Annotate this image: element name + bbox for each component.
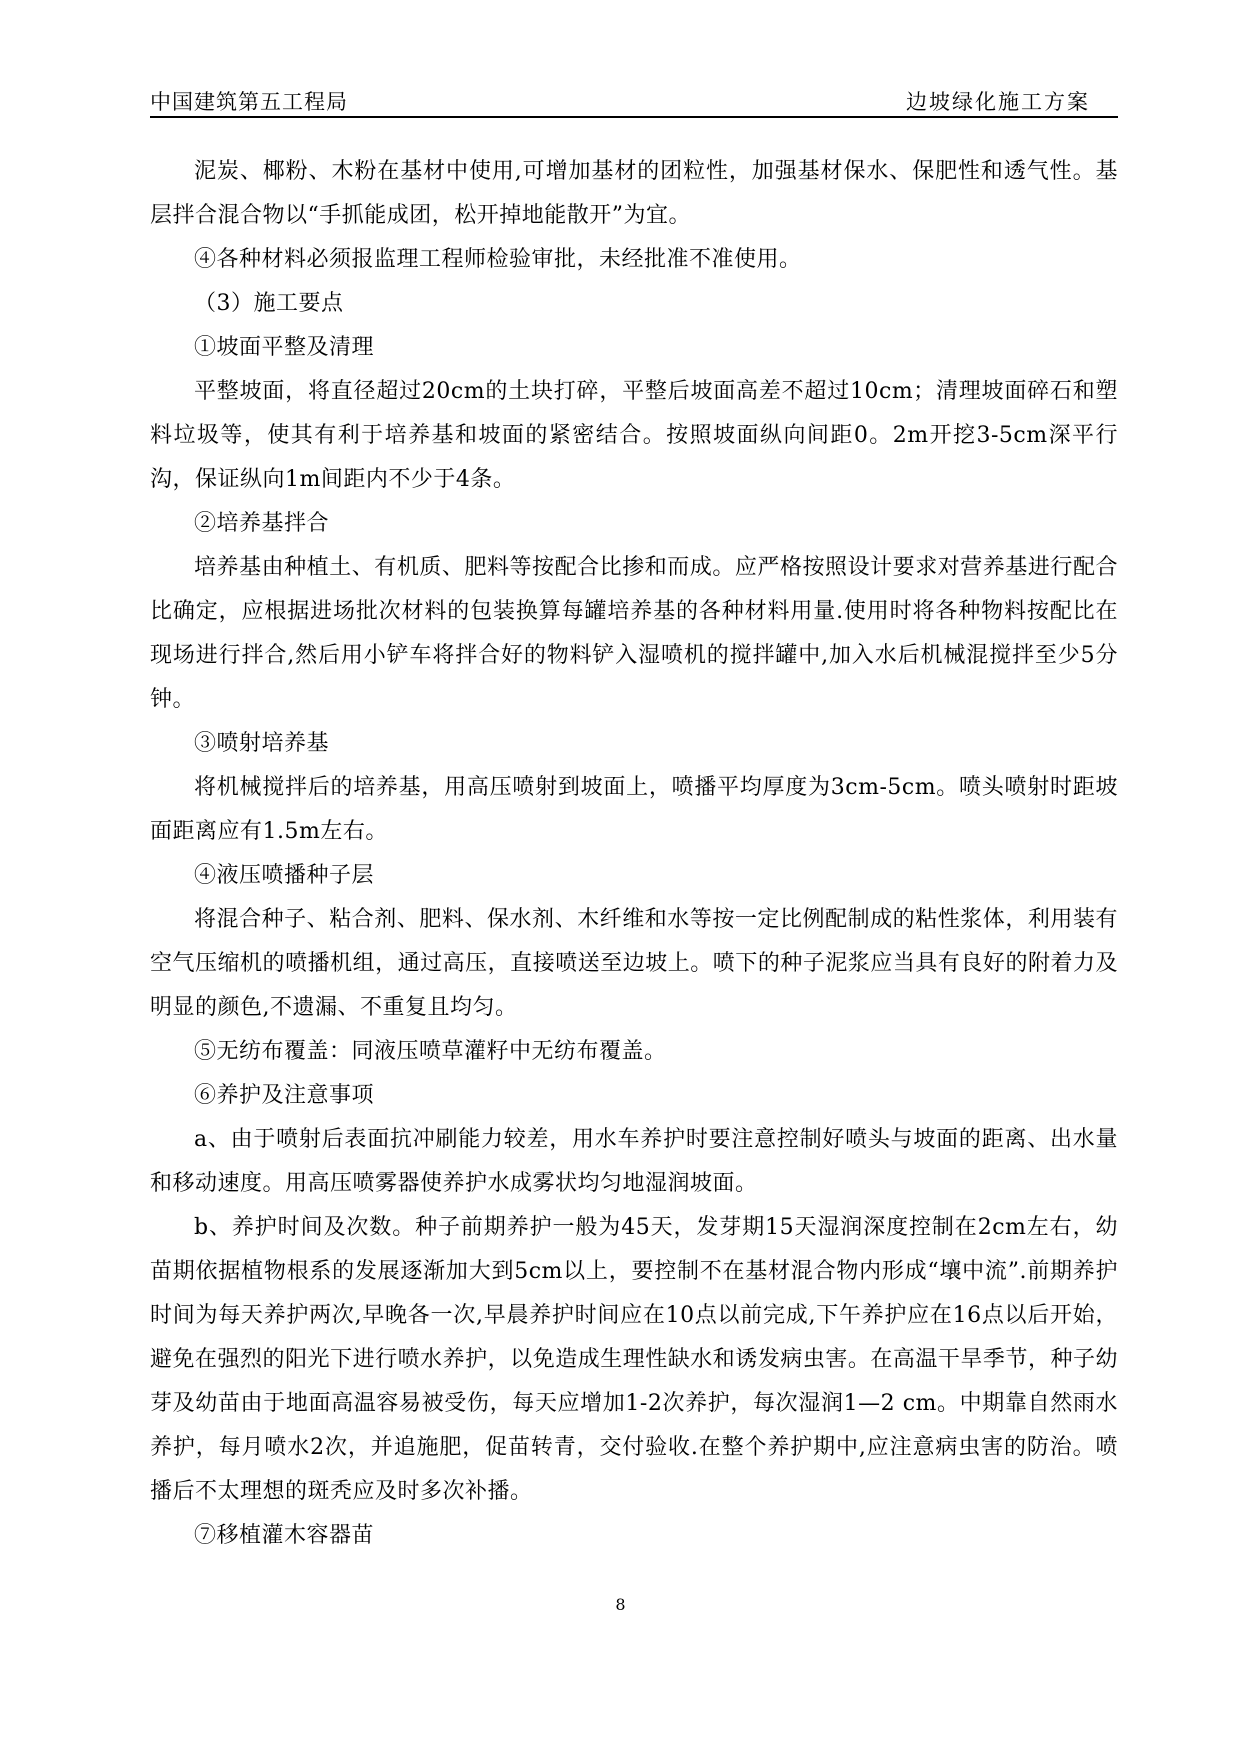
subsection-heading: ①坡面平整及清理 xyxy=(194,335,375,360)
paragraph: 培养基由种植土、有机质、肥料等按配合比掺和而成。应严格按照设计要求对营养基进行配合比确定，应根据进场批次材料的包装换算每罐培养基的各种材料用量.使用时将各种物料按配比在现场进行拌合,然后用小铲车将拌合好的物料铲入湿喷机的搅拌罐中,加入水后机械混搅拌至少5分钟。 xyxy=(150,555,1118,712)
subsection-heading: ③喷射培养基 xyxy=(194,731,330,756)
paragraph: b、养护时间及次数。种子前期养护一般为45天，发芽期15天湿润深度控制在2cm左右，幼苗期依据植物根系的发展逐渐加大到5cm以上，要控制不在基材混合物内形成“壤中流”.前期养护时间为每天养护两次,早晚各一次,早晨养护时间应在10点以前完成,下午养护应在16点以后开始，避免在强烈的阳光下进行喷水养护，以免造成生理性缺水和诱发病虫害。在高温干旱季节，种子幼芽及幼苗由于地面高温容易被受伤，每天应增加1-2次养护，每次湿润1—2 cm。中期靠自然雨水养护，每月喷水2次，并追施肥，促苗转青，交付验收.在整个养护期中,应注意病虫害的防治。喷播后不太理想的斑秃应及时多次补播。 xyxy=(150,1215,1118,1504)
subsection-heading: ⑥养护及注意事项 xyxy=(194,1083,375,1108)
paragraph: 将机械搅拌后的培养基，用高压喷射到坡面上，喷播平均厚度为3cm-5cm。喷头喷射时距坡面距离应有1.5m左右。 xyxy=(150,775,1118,844)
paragraph: 将混合种子、粘合剂、肥料、保水剂、木纤维和水等按一定比例配制成的粘性浆体，利用装有空气压缩机的喷播机组，通过高压，直接喷送至边坡上。喷下的种子泥浆应当具有良好的附着力及明显的颜色,不遗漏、不重复且均匀。 xyxy=(150,907,1118,1020)
subsection-heading: ④液压喷播种子层 xyxy=(194,863,375,888)
subsection-heading: ②培养基拌合 xyxy=(194,511,330,536)
section-heading: （3）施工要点 xyxy=(194,291,344,316)
paragraph: a、由于喷射后表面抗冲刷能力较差，用水车养护时要注意控制好喷头与坡面的距离、出水量和移动速度。用高压喷雾器使养护水成雾状均匀地湿润坡面。 xyxy=(150,1127,1118,1196)
paragraph: ④各种材料必须报监理工程师检验审批，未经批准不准使用。 xyxy=(194,247,802,272)
paragraph: ⑤无纺布覆盖：同液压喷草灌籽中无纺布覆盖。 xyxy=(194,1039,667,1064)
subsection-heading: ⑦移植灌木容器苗 xyxy=(194,1523,375,1548)
page-header xyxy=(150,86,1118,118)
paragraph: 泥炭、椰粉、木粉在基材中使用,可增加基材的团粒性，加强基材保水、保肥性和透气性。基层拌合混合物以“手抓能成团，松开掉地能散开”为宜。 xyxy=(150,159,1118,228)
paragraph: 平整坡面，将直径超过20cm的土块打碎，平整后坡面高差不超过10cm；清理坡面碎石和塑料垃圾等，使其有利于培养基和坡面的紧密结合。按照坡面纵向间距0。2m开挖3-5cm深平行沟，保证纵向1m间距内不少于4条。 xyxy=(150,379,1118,492)
page-number: 8 xyxy=(615,1595,626,1614)
header-title: 边坡绿化施工方案 xyxy=(906,90,1090,114)
header-company: 中国建筑第五工程局 xyxy=(150,90,348,114)
body-text xyxy=(150,150,1118,1558)
